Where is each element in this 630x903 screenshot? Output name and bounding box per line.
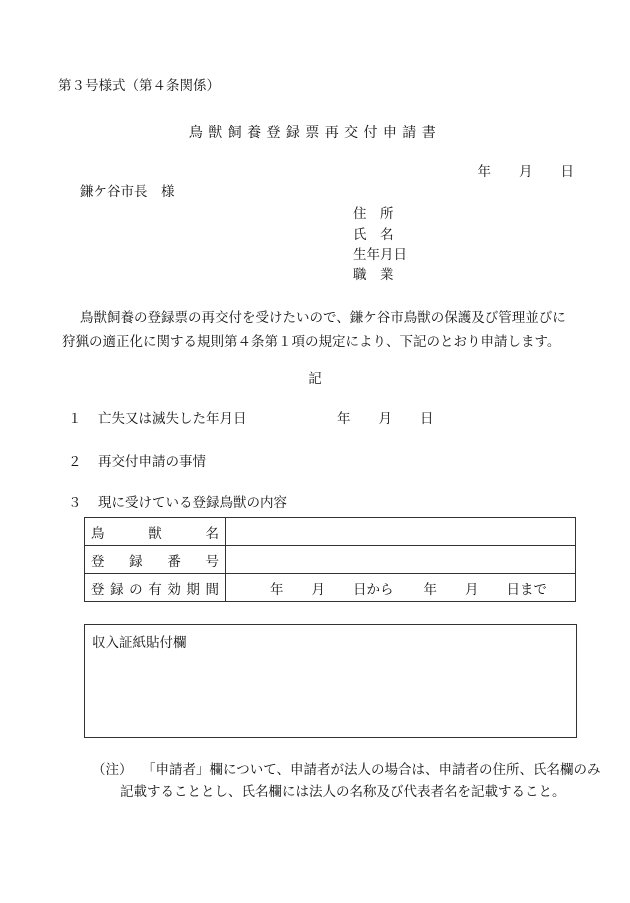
registration-number-label	[85, 546, 226, 574]
applicant-address-label: 住 所	[353, 206, 394, 222]
statement-line-2: 狩猟の適正化に関する規則第４条第１項の規定により、下記のとおり申請します。	[62, 334, 561, 350]
label-char: 号	[205, 553, 219, 570]
date-year-label: 年	[477, 164, 491, 180]
label-char: 鳥	[91, 525, 105, 542]
revenue-stamp-box	[84, 624, 577, 738]
period-start-day: 日から	[353, 581, 394, 598]
label-char: 名	[205, 525, 219, 542]
lost-date-blanks	[337, 413, 434, 427]
registration-table	[84, 517, 576, 602]
validity-period-field[interactable]	[226, 574, 576, 602]
ki-heading: 記	[308, 371, 322, 387]
lost-day-label: 日	[420, 411, 434, 427]
lost-month-label: 月	[378, 411, 392, 427]
period-end-month: 月	[465, 581, 479, 598]
revenue-stamp-label: 収入証紙貼付欄	[92, 635, 187, 651]
period-start-month: 月	[311, 581, 325, 598]
table-row	[85, 546, 576, 574]
application-statement	[62, 306, 582, 354]
registration-number-field[interactable]	[226, 546, 576, 574]
applicant-name-label: 氏 名	[353, 227, 394, 243]
table-row	[85, 574, 576, 602]
item-number: ２	[68, 454, 82, 470]
item-reissue-reason	[68, 456, 206, 470]
addressee: 鎌ケ谷市長 様	[80, 184, 175, 200]
date-month-label: 月	[519, 164, 533, 180]
item-text: 現に受けている登録鳥獣の内容	[98, 495, 287, 511]
form-number-label: 第３号様式（第４条関係）	[58, 78, 220, 94]
label-char: 効	[167, 581, 181, 598]
item-number: １	[68, 411, 82, 427]
item-registered-bird	[68, 497, 287, 511]
label-char: 録	[110, 581, 124, 598]
label-char: 録	[129, 553, 143, 570]
note-text-1: 「申請者」欄について、申請者が法人の場合は、申請者の住所、氏名欄のみ	[142, 762, 601, 778]
label-char: 獣	[148, 525, 162, 542]
label-char: 有	[148, 581, 162, 598]
label-char: の	[129, 581, 143, 598]
application-date-line	[478, 166, 575, 180]
label-char: 番	[167, 553, 181, 570]
table-row	[85, 518, 576, 546]
item-text: 亡失又は滅失した年月日	[98, 411, 247, 427]
date-day-label: 日	[560, 164, 574, 180]
species-field[interactable]	[226, 518, 576, 546]
period-end-year: 年	[423, 581, 437, 598]
note-line-1	[92, 764, 600, 778]
label-char: 期	[186, 581, 200, 598]
period-start-year: 年	[270, 581, 284, 598]
applicant-birthdate-label: 生年月日	[353, 247, 407, 263]
species-label	[85, 518, 226, 546]
applicant-occupation-label: 職 業	[353, 267, 394, 283]
label-char: 間	[205, 581, 219, 598]
item-number: ３	[68, 495, 82, 511]
note-line-2: 記載することとし、氏名欄には法人の名称及び代表者名を記載すること。	[120, 784, 566, 800]
validity-period-label	[85, 574, 226, 602]
label-char: 登	[91, 581, 105, 598]
label-char: 登	[91, 553, 105, 570]
lost-year-label: 年	[337, 411, 351, 427]
item-lost-date	[68, 413, 247, 427]
period-end-day: 日まで	[506, 581, 547, 598]
statement-line-1: 鳥獣飼養の登録票の再交付を受けたいので、鎌ケ谷市鳥獣の保護及び管理並びに	[80, 310, 566, 326]
note-tag: （注）	[92, 762, 133, 778]
item-text: 再交付申請の事情	[98, 454, 206, 470]
document-title: 鳥獣飼養登録票再交付申請書	[188, 125, 442, 141]
